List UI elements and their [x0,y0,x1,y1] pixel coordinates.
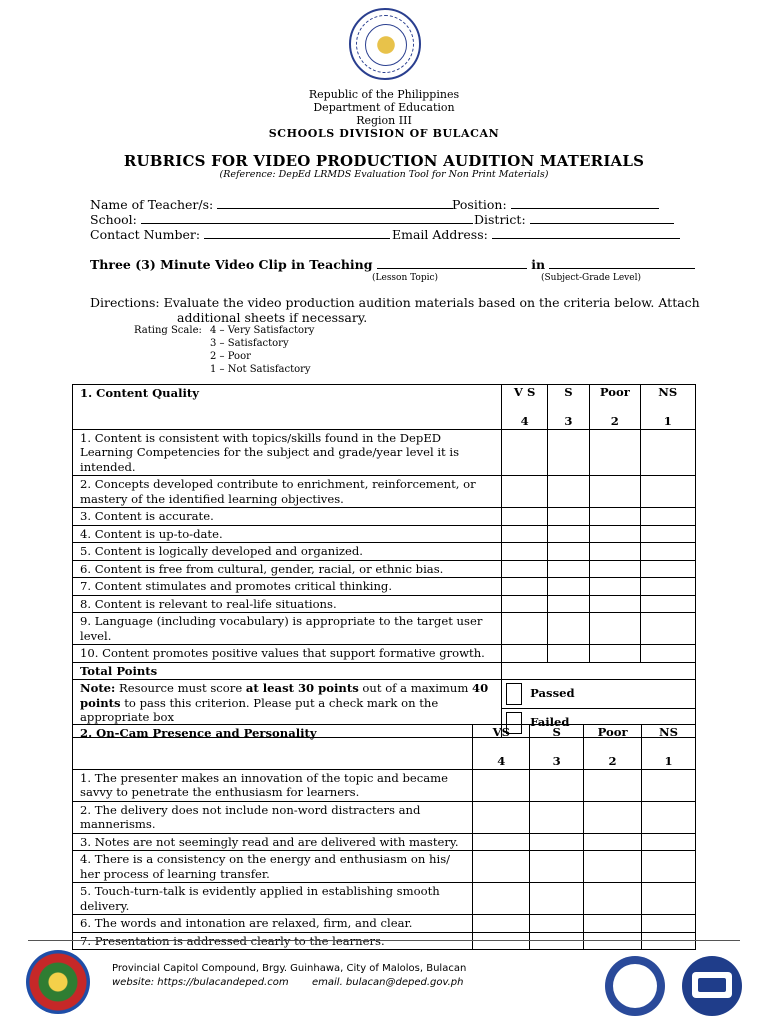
clip-in: in [531,257,546,272]
rating-cell[interactable] [547,508,589,526]
rating-cell[interactable] [502,595,547,613]
table-row: 3. Content is accurate. [73,508,696,526]
rating-cell[interactable] [547,560,589,578]
on-cam-presence-table [72,724,696,950]
rating-cell[interactable] [590,543,640,561]
rating-cell[interactable] [640,560,695,578]
rating-cell[interactable] [640,543,695,561]
rating-cell[interactable] [502,476,547,508]
rating-cell[interactable] [640,578,695,596]
col-ns: NS 1 [642,725,696,770]
rating-cell[interactable] [590,645,640,663]
footer-divider [28,940,740,941]
rating-cell[interactable] [547,525,589,543]
rating-cell[interactable] [584,769,642,801]
lesson-topic-caption: (Lesson Topic) [372,273,439,283]
rating-cell[interactable] [584,833,642,851]
footer-website[interactable]: website: https://bulacandeped.com [112,977,289,988]
passed-option[interactable] [502,680,696,709]
teacher-field[interactable] [90,197,453,212]
email-line[interactable] [492,227,680,239]
rating-cell[interactable] [590,525,640,543]
rating-scale-1: 1 – Not Satisfactory [210,364,311,375]
rating-cell[interactable] [473,769,530,801]
col-poor: Poor 2 [590,385,640,430]
rating-cell[interactable] [530,883,584,915]
school-line[interactable] [141,212,473,224]
rating-cell[interactable] [530,833,584,851]
clip-label: Three (3) Minute Video Clip in Teaching [90,257,373,272]
rating-cell[interactable] [640,645,695,663]
failed-label: Failed [530,715,570,729]
rating-scale-label: Rating Scale: [134,325,202,336]
rating-cell[interactable] [642,801,696,833]
subject-grade-line[interactable] [549,257,695,269]
rating-cell[interactable] [584,915,642,933]
rating-cell[interactable] [502,613,547,645]
col-ns: NS 1 [640,385,695,430]
rating-cell[interactable] [530,915,584,933]
col-poor: Poor 2 [584,725,642,770]
rating-cell[interactable] [590,578,640,596]
rating-cell[interactable] [640,429,695,476]
table-row: 3. Notes are not seemingly read and are delivered with mastery. [73,833,696,851]
rating-cell[interactable] [640,476,695,508]
header-region: Region III [356,114,412,127]
contact-field[interactable] [90,227,390,242]
table-row: 5. Touch-turn-talk is evidently applied in establishing smooth delivery. [73,883,696,915]
col-vs: V S 4 [502,385,547,430]
school-label: School: [90,212,137,227]
deped-seal-logo [349,8,421,80]
table-row: 4. There is a consistency on the energy and enthusiasm on his/ her process of learning transfer. [73,851,696,883]
teacher-line[interactable] [217,197,453,209]
rating-cell[interactable] [547,578,589,596]
rating-cell[interactable] [473,833,530,851]
contact-line[interactable] [204,227,390,239]
rating-cell[interactable] [530,769,584,801]
page-title: RUBRICS FOR VIDEO PRODUCTION AUDITION MATERIALS [123,152,645,170]
position-label: Position: [452,197,507,212]
rating-cell[interactable] [590,595,640,613]
rating-cell[interactable] [640,613,695,645]
table-row: 6. The words and intonation are relaxed, firm, and clear. [73,915,696,933]
directions-line1: Directions: Evaluate the video production audition materials based on the criteria below. Attach [90,295,700,310]
rating-cell[interactable] [502,429,547,476]
rating-cell[interactable] [473,851,530,883]
rating-cell[interactable] [590,613,640,645]
rating-cell[interactable] [530,801,584,833]
teacher-label: Name of Teacher/s: [90,197,214,212]
rating-cell[interactable] [547,595,589,613]
rating-cell[interactable] [547,645,589,663]
rating-cell[interactable] [473,801,530,833]
table-row: 6. Content is free from cultural, gender, racial, or ethnic bias. [73,560,696,578]
table-row: 7. Presentation is addressed clearly to the learners. [73,932,696,950]
rating-cell[interactable] [502,508,547,526]
total-row [73,662,696,680]
col-s: S 3 [530,725,584,770]
rating-cell[interactable] [547,476,589,508]
rating-cell[interactable] [584,801,642,833]
col-vs: VS 4 [473,725,530,770]
rating-scale-3: 3 – Satisfactory [210,338,289,349]
rating-cell[interactable] [547,543,589,561]
rating-cell[interactable] [590,560,640,578]
school-field[interactable] [90,212,473,227]
iqnet-certified-logo [605,956,665,1016]
rating-cell[interactable] [502,543,547,561]
section2-heading: 2. On-Cam Presence and Personality [73,725,473,770]
total-points-cell[interactable] [502,662,696,680]
reference-note: (Reference: DepEd LRMDS Evaluation Tool for Non Print Materials) [219,169,549,180]
position-field[interactable] [452,197,659,212]
rating-scale-4: 4 – Very Satisfactory [210,325,315,336]
rating-cell[interactable] [530,851,584,883]
lesson-topic-line[interactable] [377,257,527,269]
content-quality-table [72,384,696,738]
rating-cell[interactable] [640,595,695,613]
rating-cell[interactable] [584,883,642,915]
rating-cell[interactable] [473,883,530,915]
header-department: Department of Education [313,101,455,114]
table-row: 7. Content stimulates and promotes critical thinking. [73,578,696,596]
header-division: SCHOOLS DIVISION OF BULACAN [268,127,500,140]
rating-cell[interactable] [502,645,547,663]
sdo-bulacan-seal-logo [26,950,90,1014]
table-row: 2. Concepts developed contribute to enrichment, reinforcement, or mastery of the identified learning objectives. [73,476,696,508]
directions-line2: additional sheets if necessary. [177,310,368,325]
table-row: 4. Content is up-to-date. [73,525,696,543]
table-row: 2. The delivery does not include non-word distracters and mannerisms. [73,801,696,833]
rating-cell[interactable] [502,578,547,596]
district-line[interactable] [530,212,674,224]
rating-cell[interactable] [640,508,695,526]
position-line[interactable] [511,197,659,209]
rating-scale-2: 2 – Poor [210,351,251,362]
rating-cell[interactable] [590,508,640,526]
rating-cell[interactable] [642,883,696,915]
rating-cell[interactable] [642,915,696,933]
section1-heading: 1. Content Quality [73,385,502,430]
district-label: District: [474,212,526,227]
footer-email[interactable]: email. bulacan@deped.gov.ph [312,977,464,988]
district-field[interactable] [474,212,674,227]
clip-line [90,257,695,272]
email-field[interactable] [392,227,680,242]
table-row: 8. Content is relevant to real-life situations. [73,595,696,613]
pass-note: Note: Resource must score at least 30 points out of a maximum 40 points to pass this criterion. Please put a check mark on the appropriate box [73,680,502,738]
rating-cell[interactable] [642,833,696,851]
table-row: 1. Content is consistent with topics/skills found in the DepED Learning Competencies for the subject and grade/year level it is intended. [73,429,696,476]
passed-label: Passed [530,686,575,700]
rating-cell[interactable] [642,769,696,801]
rating-cell[interactable] [473,915,530,933]
footer-address: Provincial Capitol Compound, Brgy. Guinhawa, City of Malolos, Bulacan [112,963,467,974]
rating-cell[interactable] [547,429,589,476]
col-s: S 3 [547,385,589,430]
contact-label: Contact Number: [90,227,201,242]
rating-cell[interactable] [642,851,696,883]
rating-cell[interactable] [640,525,695,543]
header-republic: Republic of the Philippines [308,88,460,101]
passed-checkbox[interactable] [506,683,522,705]
table-row: 9. Language (including vocabulary) is appropriate to the target user level. [73,613,696,645]
total-points-label: Total Points [73,662,502,680]
subject-grade-caption: (Subject-Grade Level) [541,273,641,283]
table-row: 1. The presenter makes an innovation of the topic and became savvy to penetrate the enthusiasm for learners. [73,769,696,801]
rating-cell[interactable] [502,525,547,543]
note-row [73,680,696,709]
quality-management-logo [682,956,742,1016]
table-row: 10. Content promotes positive values that support formative growth. [73,645,696,663]
rating-cell[interactable] [590,429,640,476]
rating-cell[interactable] [547,613,589,645]
rating-cell[interactable] [590,476,640,508]
rating-cell[interactable] [502,560,547,578]
rating-cell[interactable] [584,851,642,883]
email-label: Email Address: [392,227,488,242]
table-row: 5. Content is logically developed and organized. [73,543,696,561]
